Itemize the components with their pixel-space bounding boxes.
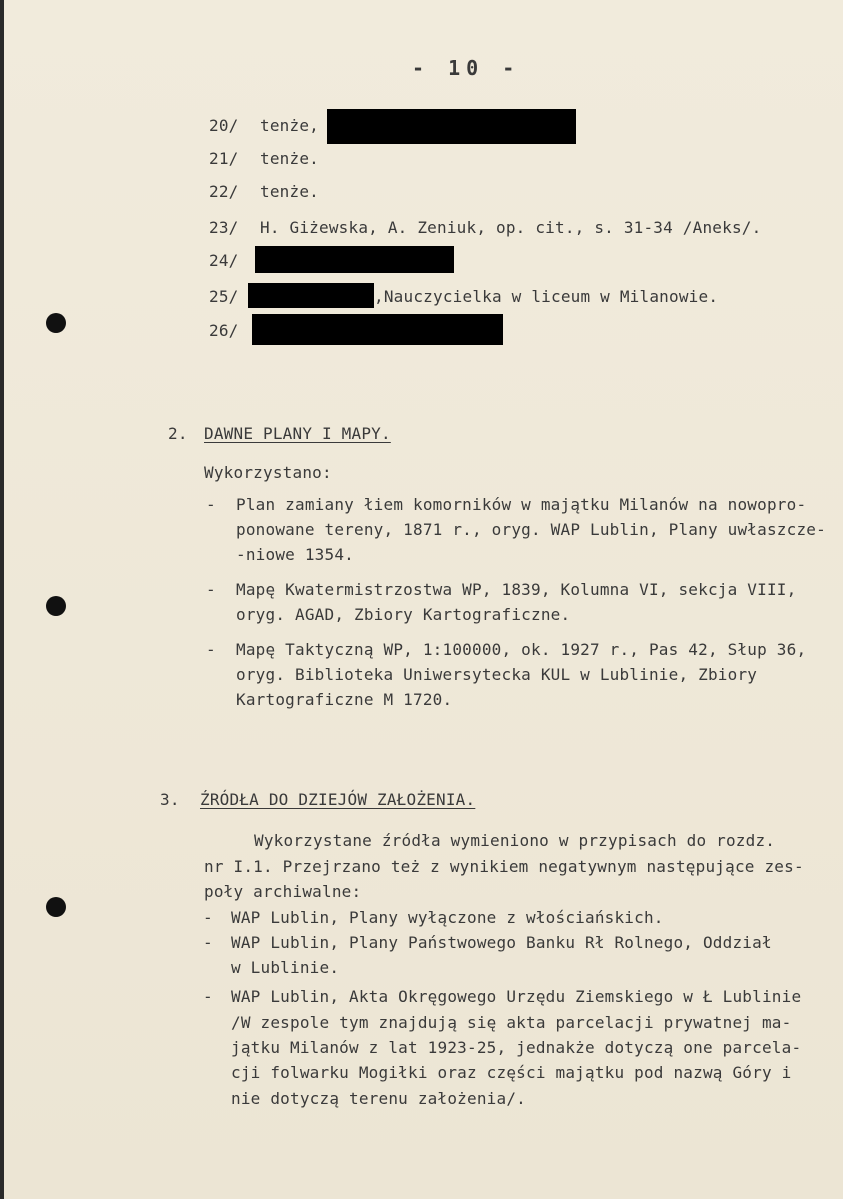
footnote-text: tenże.	[260, 182, 319, 201]
footnote-text: tenże,	[260, 116, 319, 135]
list-item-line: w Lublinie.	[231, 958, 340, 977]
list-item-line: oryg. AGAD, Zbiory Kartograficzne.	[236, 605, 571, 624]
punch-hole	[46, 313, 66, 333]
footnote-text: ,Nauczycielka w liceum w Milanowie.	[374, 287, 719, 306]
punch-hole	[46, 596, 66, 616]
footnote-number: 20/	[209, 116, 239, 135]
list-bullet: -	[203, 933, 213, 952]
list-item-line: /W zespole tym znajdują się akta parcelacji prywatnej ma-	[231, 1013, 792, 1032]
list-item-line: oryg. Biblioteka Uniwersytecka KUL w Lublinie, Zbiory	[236, 665, 758, 684]
list-bullet: -	[206, 640, 216, 659]
page-number: - 10 -	[412, 56, 521, 80]
section-intro: Wykorzystano:	[204, 463, 332, 482]
redaction-bar	[255, 246, 454, 273]
section-number: 2.	[168, 424, 188, 443]
footnote-text: tenże.	[260, 149, 319, 168]
list-item-line: Mapę Kwatermistrzostwa WP, 1839, Kolumna VI, sekcja VIII,	[236, 580, 797, 599]
list-bullet: -	[203, 908, 213, 927]
section-number: 3.	[160, 790, 180, 809]
section-title: DAWNE PLANY I MAPY.	[204, 424, 391, 443]
list-item-line: -niowe 1354.	[236, 545, 354, 564]
list-item-line: WAP Lublin, Plany wyłączone z włościańskich.	[231, 908, 664, 927]
list-item-line: Kartograficzne M 1720.	[236, 690, 453, 709]
list-item-line: Plan zamiany łiem komorników w majątku Milanów na nowopro-	[236, 495, 807, 514]
punch-hole	[46, 897, 66, 917]
page-edge	[0, 0, 4, 1199]
paragraph-line: nr I.1. Przejrzano też z wynikiem negatywnym następujące zes-	[204, 857, 804, 876]
list-item-line: nie dotyczą terenu założenia/.	[231, 1089, 526, 1108]
list-item-line: cji folwarku Mogiłki oraz części majątku pod nazwą Góry i	[231, 1063, 792, 1082]
list-item-line: ponowane tereny, 1871 r., oryg. WAP Lublin, Plany uwłaszcze-	[236, 520, 826, 539]
footnote-number: 26/	[209, 321, 239, 340]
paragraph-line: poły archiwalne:	[204, 882, 362, 901]
redaction-bar	[248, 283, 374, 308]
list-bullet: -	[203, 987, 213, 1006]
footnote-number: 21/	[209, 149, 239, 168]
list-item-line: Mapę Taktyczną WP, 1:100000, ok. 1927 r., Pas 42, Słup 36,	[236, 640, 807, 659]
footnote-number: 23/	[209, 218, 239, 237]
footnote-text: H. Giżewska, A. Zeniuk, op. cit., s. 31-34 /Aneks/.	[260, 218, 762, 237]
list-item-line: jątku Milanów z lat 1923-25, jednakże dotyczą one parcela-	[231, 1038, 802, 1057]
footnote-number: 24/	[209, 251, 239, 270]
list-item-line: WAP Lublin, Akta Okręgowego Urzędu Ziemskiego w Ł Lublinie	[231, 987, 802, 1006]
section-title: ŹRÓDŁA DO DZIEJÓW ZAŁOŻENIA.	[200, 790, 476, 809]
redaction-bar	[327, 109, 576, 144]
footnote-number: 25/	[209, 287, 239, 306]
list-bullet: -	[206, 580, 216, 599]
paragraph-line: Wykorzystane źródła wymieniono w przypisach do rozdz.	[254, 831, 776, 850]
redaction-bar	[252, 314, 503, 345]
list-item-line: WAP Lublin, Plany Państwowego Banku Rł Rolnego, Oddział	[231, 933, 772, 952]
list-bullet: -	[206, 495, 216, 514]
footnote-number: 22/	[209, 182, 239, 201]
